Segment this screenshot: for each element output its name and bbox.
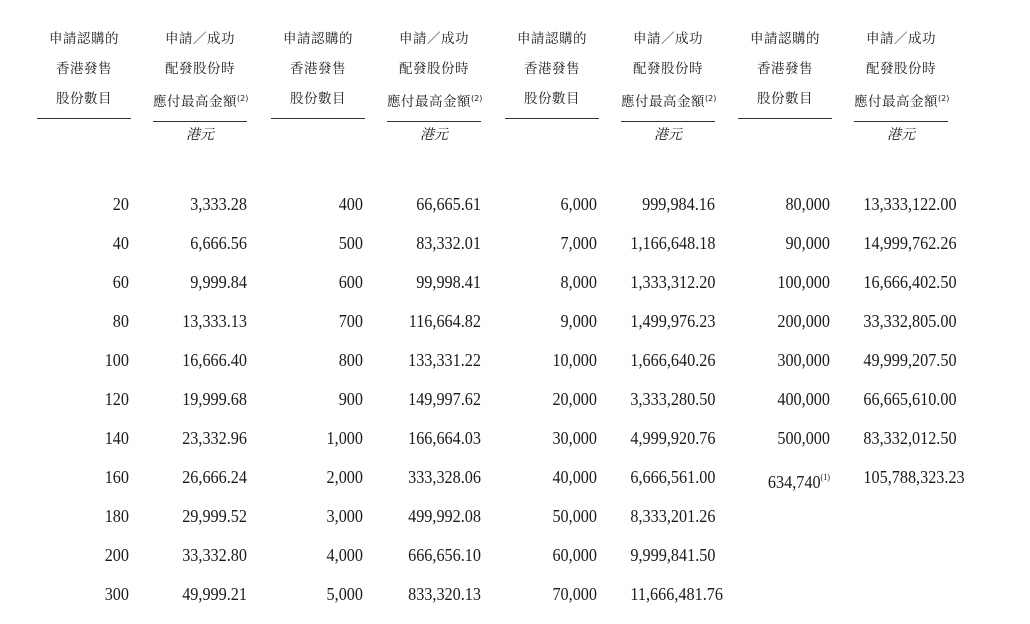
cell-shares <box>280 467 363 487</box>
header-shares-line: 股份數目 <box>290 91 346 107</box>
cell-shares-value: 9,000 <box>560 311 597 331</box>
cell-shares-value: 300 <box>104 584 129 604</box>
cell-amount: 133,331.22 <box>408 350 481 370</box>
cell-amount: 99,998.41 <box>416 272 481 292</box>
cell-amount: 1,499,976.23 <box>630 311 716 331</box>
cell-amount: 3,333.28 <box>190 194 247 214</box>
cell-shares-value: 80,000 <box>785 194 830 214</box>
header-amount-text: 應付最高金額 <box>854 94 938 110</box>
cell-amount: 19,999.68 <box>182 389 247 409</box>
cell-amount: 13,333,122.00 <box>863 194 957 214</box>
cell-shares <box>514 428 597 448</box>
unit-label: 港元 <box>186 127 214 143</box>
header-amount-text: 應付最高金額 <box>621 94 705 110</box>
cell-shares-value: 40 <box>112 233 129 253</box>
cell-amount: 33,332,805.00 <box>863 311 957 331</box>
cell-amount: 14,999,762.26 <box>863 233 957 253</box>
cell-amount: 333,328.06 <box>408 467 481 487</box>
cell-shares-value: 300,000 <box>777 350 830 370</box>
cell-shares <box>46 428 129 448</box>
header-shares-line: 申請認購的 <box>283 31 353 47</box>
cell-amount: 16,666,402.50 <box>863 272 957 292</box>
cell-shares-value: 400 <box>338 194 363 214</box>
header-amount-line <box>153 24 247 54</box>
cell-shares-value: 60,000 <box>552 545 597 565</box>
cell-shares-value: 90,000 <box>785 233 830 253</box>
cell-amount: 8,333,201.26 <box>630 506 716 526</box>
cell-amount: 1,666,640.26 <box>630 350 716 370</box>
cell-shares-value: 500 <box>338 233 363 253</box>
cell-amount: 13,333.13 <box>182 311 247 331</box>
header-shares <box>738 24 832 119</box>
header-amount <box>854 24 948 122</box>
cell-shares-value: 8,000 <box>560 272 597 292</box>
footnote-marker: (2) <box>938 94 950 103</box>
cell-amount: 1,333,312.20 <box>630 272 716 292</box>
cell-shares-value: 600 <box>338 272 363 292</box>
cell-amount: 49,999,207.50 <box>863 350 957 370</box>
cell-shares-value: 20,000 <box>552 389 597 409</box>
header-shares <box>505 24 599 119</box>
cell-amount: 1,166,648.18 <box>630 233 716 253</box>
header-shares-line: 申請認購的 <box>49 31 119 47</box>
header-shares-line: 香港發售 <box>290 61 346 77</box>
cell-amount: 83,332,012.50 <box>863 428 957 448</box>
footnote-marker: (2) <box>705 94 717 103</box>
cell-amount: 49,999.21 <box>182 584 247 604</box>
footnote-marker: (1) <box>820 472 830 482</box>
cell-amount: 83,332.01 <box>416 233 481 253</box>
header-amount-line <box>854 24 948 54</box>
cell-shares <box>747 272 830 292</box>
header-amount-text: 應付最高金額 <box>153 94 237 110</box>
cell-shares-value: 30,000 <box>552 428 597 448</box>
cell-shares <box>747 389 830 409</box>
cell-shares-value: 4,000 <box>326 545 363 565</box>
cell-shares-value: 160 <box>104 467 129 487</box>
cell-shares-value: 634,740 <box>767 472 821 492</box>
header-shares-line: 股份數目 <box>524 91 580 107</box>
header-shares <box>37 24 131 119</box>
cell-amount: 9,999.84 <box>190 272 247 292</box>
header-amount-text: 配發股份時 <box>165 61 235 77</box>
cell-shares <box>280 350 363 370</box>
cell-amount: 105,788,323.23 <box>863 467 965 487</box>
header-amount-line <box>621 54 715 84</box>
header-amount-line <box>387 84 481 117</box>
header-shares-line: 香港發售 <box>757 61 813 77</box>
cell-shares <box>280 389 363 409</box>
header-amount-text: 應付最高金額 <box>387 94 471 110</box>
cell-amount: 9,999,841.50 <box>630 545 716 565</box>
cell-shares-value: 7,000 <box>560 233 597 253</box>
header-amount-text: 申請／成功 <box>165 31 235 47</box>
header-amount <box>153 24 247 122</box>
header-amount-line <box>387 24 481 54</box>
cell-shares-value: 10,000 <box>552 350 597 370</box>
cell-shares <box>280 584 363 604</box>
cell-shares <box>747 428 830 448</box>
cell-shares <box>46 233 129 253</box>
cell-amount: 149,997.62 <box>408 389 481 409</box>
header-amount-line <box>854 54 948 84</box>
cell-shares-value: 700 <box>338 311 363 331</box>
cell-shares-value: 140 <box>104 428 129 448</box>
cell-amount: 999,984.16 <box>642 194 715 214</box>
cell-shares <box>280 311 363 331</box>
cell-amount: 6,666,561.00 <box>630 467 716 487</box>
cell-shares-value: 3,000 <box>326 506 363 526</box>
cell-shares <box>46 194 129 214</box>
cell-shares-value: 6,000 <box>560 194 597 214</box>
cell-shares <box>514 389 597 409</box>
header-amount-text: 申請／成功 <box>399 31 469 47</box>
cell-shares <box>514 311 597 331</box>
cell-amount: 666,656.10 <box>408 545 481 565</box>
cell-amount: 29,999.52 <box>182 506 247 526</box>
cell-shares <box>514 194 597 214</box>
cell-shares <box>747 350 830 370</box>
header-amount-text: 配發股份時 <box>633 61 703 77</box>
header-shares <box>271 24 365 119</box>
cell-shares <box>514 233 597 253</box>
cell-shares <box>514 506 597 526</box>
cell-shares <box>747 311 830 331</box>
cell-amount: 499,992.08 <box>408 506 481 526</box>
cell-shares-value: 50,000 <box>552 506 597 526</box>
cell-shares <box>46 467 129 487</box>
cell-shares <box>514 584 597 604</box>
header-amount-text: 申請／成功 <box>633 31 703 47</box>
cell-shares <box>46 311 129 331</box>
header-shares-line: 香港發售 <box>524 61 580 77</box>
unit-label: 港元 <box>654 127 682 143</box>
cell-shares <box>514 545 597 565</box>
cell-amount: 11,666,481.76 <box>630 584 723 604</box>
header-shares-line: 股份數目 <box>56 91 112 107</box>
cell-shares <box>46 350 129 370</box>
cell-shares-value: 80 <box>112 311 129 331</box>
header-amount-text: 配發股份時 <box>866 61 936 77</box>
cell-shares <box>280 233 363 253</box>
cell-shares <box>747 194 830 214</box>
cell-shares-value: 200 <box>104 545 129 565</box>
cell-shares-value: 500,000 <box>777 428 830 448</box>
unit-label: 港元 <box>887 127 915 143</box>
cell-amount: 66,665.61 <box>416 194 481 214</box>
cell-amount: 66,665,610.00 <box>863 389 957 409</box>
cell-shares-value: 1,000 <box>326 428 363 448</box>
cell-shares-value: 200,000 <box>777 311 830 331</box>
header-amount-line <box>153 54 247 84</box>
header-shares-line: 股份數目 <box>757 91 813 107</box>
cell-amount: 6,666.56 <box>190 233 247 253</box>
cell-shares-value: 120 <box>104 389 129 409</box>
cell-shares-value: 2,000 <box>326 467 363 487</box>
cell-amount: 16,666.40 <box>182 350 247 370</box>
footnote-marker: (2) <box>237 94 249 103</box>
cell-shares <box>46 389 129 409</box>
cell-shares-value: 100 <box>104 350 129 370</box>
header-shares-line: 香港發售 <box>56 61 112 77</box>
cell-shares-value: 400,000 <box>777 389 830 409</box>
cell-amount: 33,332.80 <box>182 545 247 565</box>
header-amount-line <box>621 24 715 54</box>
cell-shares-value: 60 <box>112 272 129 292</box>
footnote-marker: (2) <box>471 94 483 103</box>
header-amount-text: 配發股份時 <box>399 61 469 77</box>
cell-shares <box>46 272 129 292</box>
cell-shares <box>46 584 129 604</box>
cell-shares-value: 100,000 <box>777 272 830 292</box>
cell-shares <box>46 506 129 526</box>
cell-amount: 23,332.96 <box>182 428 247 448</box>
header-shares-line: 申請認購的 <box>517 31 587 47</box>
cell-amount: 116,664.82 <box>408 311 481 331</box>
cell-amount: 4,999,920.76 <box>630 428 716 448</box>
cell-shares <box>747 233 830 253</box>
cell-shares <box>280 428 363 448</box>
header-amount-line <box>621 84 715 117</box>
cell-amount: 833,320.13 <box>408 584 481 604</box>
header-amount-line <box>153 84 247 117</box>
header-shares-line: 申請認購的 <box>750 31 820 47</box>
unit-label: 港元 <box>420 127 448 143</box>
cell-shares-value: 900 <box>338 389 363 409</box>
cell-shares-value: 800 <box>338 350 363 370</box>
cell-shares <box>280 545 363 565</box>
header-amount <box>621 24 715 122</box>
cell-shares <box>514 350 597 370</box>
cell-shares-value: 5,000 <box>326 584 363 604</box>
cell-shares <box>46 545 129 565</box>
cell-shares <box>514 272 597 292</box>
cell-amount: 26,666.24 <box>182 467 247 487</box>
header-amount-line <box>854 84 948 117</box>
cell-shares-value: 20 <box>112 194 129 214</box>
cell-shares-value: 180 <box>104 506 129 526</box>
header-amount-line <box>387 54 481 84</box>
header-amount-text: 申請／成功 <box>866 31 936 47</box>
cell-shares <box>747 467 830 492</box>
cell-shares <box>514 467 597 487</box>
cell-shares <box>280 506 363 526</box>
cell-shares-value: 40,000 <box>552 467 597 487</box>
cell-amount: 3,333,280.50 <box>630 389 716 409</box>
cell-shares <box>280 272 363 292</box>
cell-shares-value: 70,000 <box>552 584 597 604</box>
cell-amount: 166,664.03 <box>408 428 481 448</box>
header-amount <box>387 24 481 122</box>
cell-shares <box>280 194 363 214</box>
